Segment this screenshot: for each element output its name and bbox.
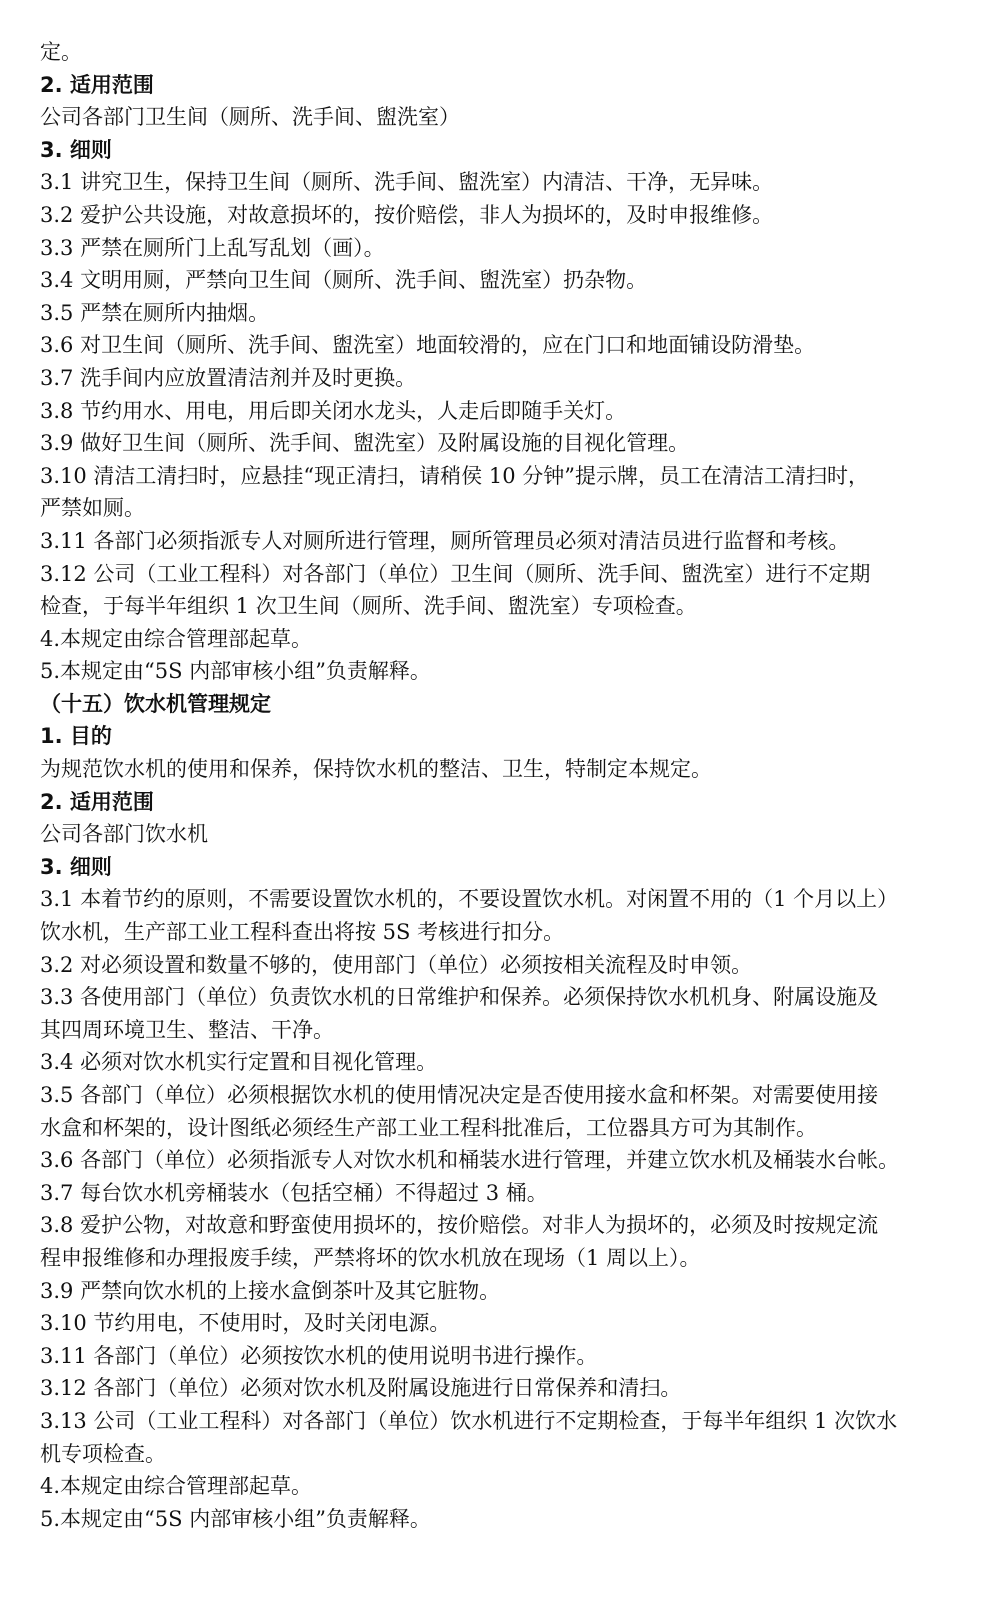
text-line: 3.8 节约用水、用电，用后即关闭水龙头，人走后即随手关灯。 [40,398,627,423]
text-line: 3.4 必须对饮水机实行定置和目视化管理。 [40,1050,438,1075]
text-line: 3.6 对卫生间（厕所、洗手间、盥洗室）地面较滑的，应在门口和地面铺设防滑垫。 [40,333,816,358]
text-line: 定。 [40,40,82,64]
text-line: 3.9 做好卫生间（厕所、洗手间、盥洗室）及附属设施的目视化管理。 [40,431,690,456]
text-line: 3.11 各部门必须指派专人对厕所进行管理，厕所管理员必须对清洁员进行监督和考核。 [40,528,850,553]
text-line: 水盒和杯架的，设计图纸必须经生产部工业工程科批准后，工位器具方可为其制作。 [40,1115,817,1140]
text-line: 4.本规定由综合管理部起草。 [40,626,313,651]
text-line: 3.12 各部门（单位）必须对饮水机及附属设施进行日常保养和清扫。 [40,1376,682,1401]
text-line: 为规范饮水机的使用和保养，保持饮水机的整洁、卫生，特制定本规定。 [40,757,712,782]
text-line: 5.本规定由“5S 内部审核小组”负责解释。 [40,659,431,684]
text-line: 3.9 严禁向饮水机的上接水盒倒茶叶及其它脏物。 [40,1278,501,1303]
text-line: 3.7 每台饮水机旁桶装水（包括空桶）不得超过 3 桶。 [40,1180,548,1205]
text-line: 3.6 各部门（单位）必须指派专人对饮水机和桶装水进行管理，并建立饮水机及桶装水台帐。 [40,1148,900,1173]
section-heading: 1. 目的 [40,724,112,749]
text-line: 3.10 节约用电，不使用时，及时关闭电源。 [40,1311,451,1336]
section-heading: （十五）饮水机管理规定 [40,691,271,716]
text-line: 5.本规定由“5S 内部审核小组”负责解释。 [40,1506,431,1531]
text-line: 公司各部门卫生间（厕所、洗手间、盥洗室） [40,105,460,130]
text-line: 3.3 严禁在厕所门上乱写乱划（画）。 [40,235,385,260]
text-line: 机专项检查。 [40,1441,166,1466]
text-line: 3.5 各部门（单位）必须根据饮水机的使用情况决定是否使用接水盒和杯架。对需要使用接 [40,1083,879,1107]
text-line: 3.4 文明用厕，严禁向卫生间（厕所、洗手间、盥洗室）扔杂物。 [40,268,648,293]
text-line: 严禁如厕。 [40,496,145,521]
section-heading: 2. 适用范围 [40,789,154,814]
text-line: 3.7 洗手间内应放置清洁剂并及时更换。 [40,365,417,390]
text-line: 检查，于每半年组织 1 次卫生间（厕所、洗手间、盥洗室）专项检查。 [40,594,697,619]
text-line: 3.13 公司（工业工程科）对各部门（单位）饮水机进行不定期检查，于每半年组织 1 次饮水 [40,1408,898,1433]
section-heading: 2. 适用范围 [40,72,154,97]
text-line: 3.2 爱护公共设施，对故意损坏的，按价赔偿，非人为损坏的，及时申报维修。 [40,202,774,227]
text-line: 公司各部门饮水机 [40,822,208,847]
text-line: 3.5 严禁在厕所内抽烟。 [40,300,270,325]
text-line: 其四周环境卫生、整洁、干净。 [40,1017,334,1042]
text-line: 3.12 公司（工业工程科）对各部门（单位）卫生间（厕所、洗手间、盥洗室）进行不定期 [40,561,871,586]
section-heading: 3. 细则 [40,137,112,162]
text-line: 3.11 各部门（单位）必须按饮水机的使用说明书进行操作。 [40,1343,598,1368]
text-line: 3.1 本着节约的原则，不需要设置饮水机的，不要设置饮水机。对闲置不用的（1 个月以上） [40,887,899,912]
text-line: 3.3 各使用部门（单位）负责饮水机的日常维护和保养。必须保持饮水机机身、附属设施及 [40,985,879,1010]
text-line: 4.本规定由综合管理部起草。 [40,1474,313,1499]
text-line: 3.10 清洁工清扫时，应悬挂“现正清扫，请稍侯 10 分钟”提示牌，员工在清洁工清扫时， [40,463,869,488]
text-line: 程申报维修和办理报废手续，严禁将坏的饮水机放在现场（1 周以上）。 [40,1245,701,1270]
text-line: 3.8 爱护公物，对故意和野蛮使用损坏的，按价赔偿。对非人为损坏的，必须及时按规定流 [40,1213,879,1238]
text-line: 3.1 讲究卫生，保持卫生间（厕所、洗手间、盥洗室）内清洁、干净，无异味。 [40,170,774,195]
section-heading: 3. 细则 [40,854,112,879]
text-line: 饮水机，生产部工业工程科查出将按 5S 考核进行扣分。 [40,920,565,945]
text-line: 3.2 对必须设置和数量不够的，使用部门（单位）必须按相关流程及时申领。 [40,952,753,977]
